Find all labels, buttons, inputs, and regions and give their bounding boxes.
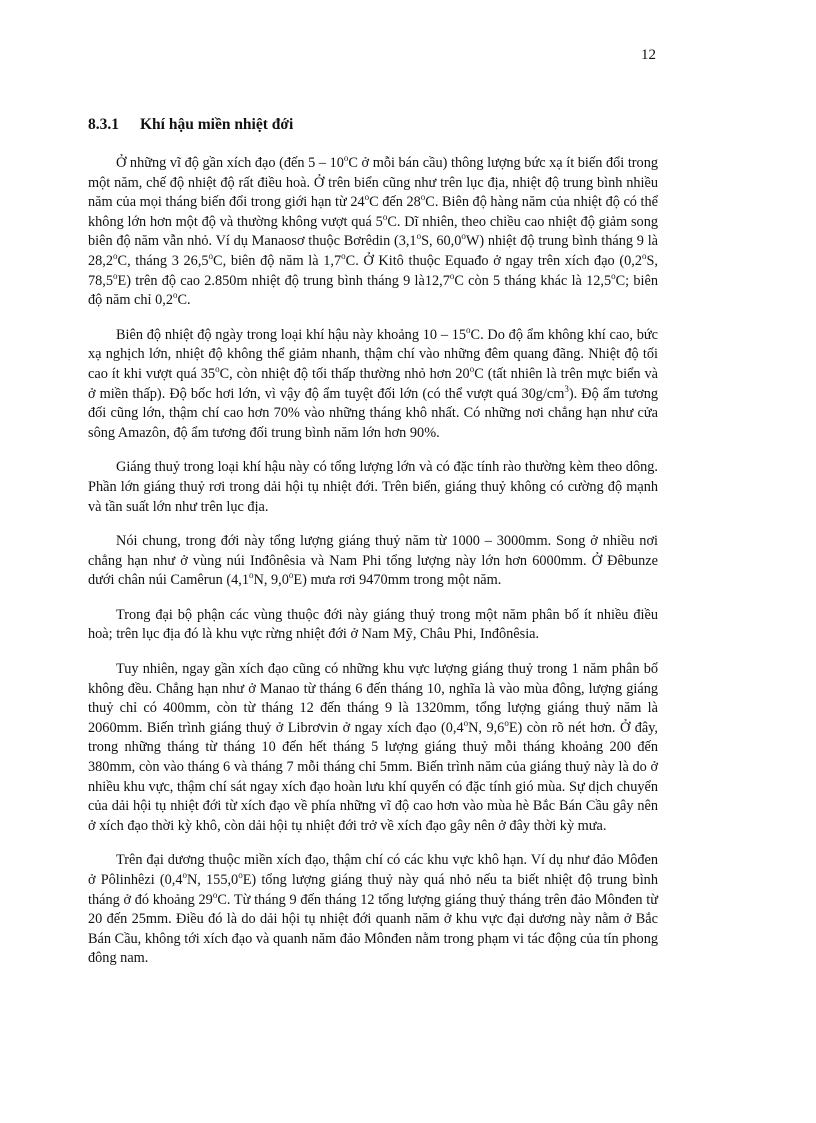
paragraph: Nói chung, trong đới này tổng lượng giáng thuỷ năm từ 1000 – 3000mm. Song ở nhiều nơi chẳng hạn như ở vùng núi Inđônêsia và Nam Phi tổng lượng này lớn hơn 6000mm. Ở Đêbunze dưới chân núi Camêrun (4,1$^o$N, 9,0$^o$E) mưa rơi 9470mm trong một năm. [88,533,658,589]
paragraph: Giáng thuỷ trong loại khí hậu này có tổng lượng lớn và có đặc tính rào thường kèm theo dông. Phần lớn giáng thuỷ rơi trong dải hội tụ nhiệt đới. Trên biển, giáng thuỷ không có cường độ mạnh và tần suất lớn như trên lục địa. [88,459,658,515]
page-number: 12 [641,47,656,63]
paragraph: Biên độ nhiệt độ ngày trong loại khí hậu này khoảng 10 – 15$^o$C. Do độ ẩm không khí cao, bức xạ nghịch lớn, nhiệt độ không thể giảm nhanh, thậm chí vào những đêm quang đãng. Nhiệt độ tối cao ít khi vượt quá 35$^o$C, còn nhiệt độ tối thấp thường nhỏ hơn 20$^o$C (tất nhiên là trên mực biển và ở miền thấp). Độ bốc hơi lớn, vì vậy độ ẩm tuyệt đối lớn (có thể vượt quá $30g/cm^3$). Độ ẩm tương đối cũng lớn, thậm chí cao hơn 70% vào những tháng khô nhất. Có những nơi chẳng hạn như cửa sông Amazôn, độ ẩm tương đối trung bình năm lớn hơn 90%. [88,324,658,441]
paragraph: Trên đại dương thuộc miền xích đạo, thậm chí có các khu vực khô hạn. Ví dụ như đảo Môđen ở Pôlinhêzi (0,4$^o$N, 155,0$^o$E) tổng lượng giáng thuỷ này quá nhỏ nếu ta biết nhiệt độ trung bình tháng ở đó khoảng 29$^o$C. Từ tháng 9 đến tháng 12 tổng lượng giáng thuỷ tháng trên đảo Mônđen từ 20 đến 25mm. Điều đó là do dải hội tụ nhiệt đới quanh năm ở khu vực đại dương này nằm ở Bắc Bán Cầu, không tới xích đạo và quanh năm đảo Mônđen nằm trong phạm vi tác động của tín phong đông nam. [88,852,658,967]
body-text [88,154,658,984]
paragraph: Ở những vĩ độ gần xích đạo (đến 5 – 10$^o$C ở mỗi bán cầu) thông lượng bức xạ ít biến đổi trong một năm, chế độ nhiệt độ rất điều hoà. Ở trên biển cũng như trên lục địa, nhiệt độ trung bình nhiều năm của mọi tháng biến đổi trong giới hạn từ 24$^o$C đến 28$^o$C. Biên độ hàng năm của nhiệt độ có thể không lớn hơn một độ và thường không vượt quá 5$^o$C. Dĩ nhiên, theo chiều cao nhiệt độ giảm song biên độ năm vẫn nhỏ. Ví dụ Manaosơ thuộc Bơrêdin (3,1$^o$S, 60,0$^o$W) nhiệt độ trung bình tháng 9 là 28,2$^o$C, tháng 3 26,5$^o$C, biên độ năm là 1,7$^o$C. Ở Kitô thuộc Equađo ở ngay trên xích đạo (0,2$^o$S, 78,5$^o$E) trên độ cao 2.850m nhiệt độ trung bình tháng 9 là12,7$^o$C còn 5 tháng khác là 12,5$^o$C; biên độ năm chỉ 0,2$^o$C. [88,153,659,309]
paragraph: Trong đại bộ phận các vùng thuộc đới này giáng thuỷ trong một năm phân bố ít nhiều điều hoà; trên lục địa đó là khu vực rừng nhiệt đới ở Nam Mỹ, Châu Phi, Inđônêsia. [88,606,658,643]
section-number: 8.3.1 [88,116,119,133]
paragraph: Tuy nhiên, ngay gần xích đạo cũng có những khu vực lượng giáng thuỷ trong 1 năm phân bố không đều. Chẳng hạn như ở Manao từ tháng 6 đến tháng 10, nghĩa là vào mùa đông, lượng giáng thuỷ chỉ có 400mm, còn từ tháng 12 đến tháng 9 là 1320mm, tổng lượng giáng thuỷ năm là 2060mm. Biến trình giáng thuỷ ở Librơvin ở ngay xích đạo (0,4$^o$N, 9,6$^o$E) còn rõ nét hơn. Ở đây, trong những tháng từ tháng 10 đến hết tháng 5 lượng giáng thuỷ mỗi tháng khoảng 200 đến 380mm, còn vào tháng 6 và tháng 7 mỗi tháng chỉ 5mm. Biến trình năm của giáng thuỷ này là do ở nhiều khu vực, thậm chí sát ngay xích đạo hoàn lưu khí quyển có đặc tính gió mùa. Sự dịch chuyển của dải hội tụ nhiệt đới từ xích đạo về phía những vĩ độ cao hơn vào mùa hè Bắc Bán Cầu gây nên ở xích đạo thời kỳ khô, còn dải hội tụ nhiệt đới trở về xích đạo gây nên ở đây thời kỳ mưa. [88,661,658,834]
section-heading [88,116,293,134]
section-title: Khí hậu miền nhiệt đới [140,116,294,133]
